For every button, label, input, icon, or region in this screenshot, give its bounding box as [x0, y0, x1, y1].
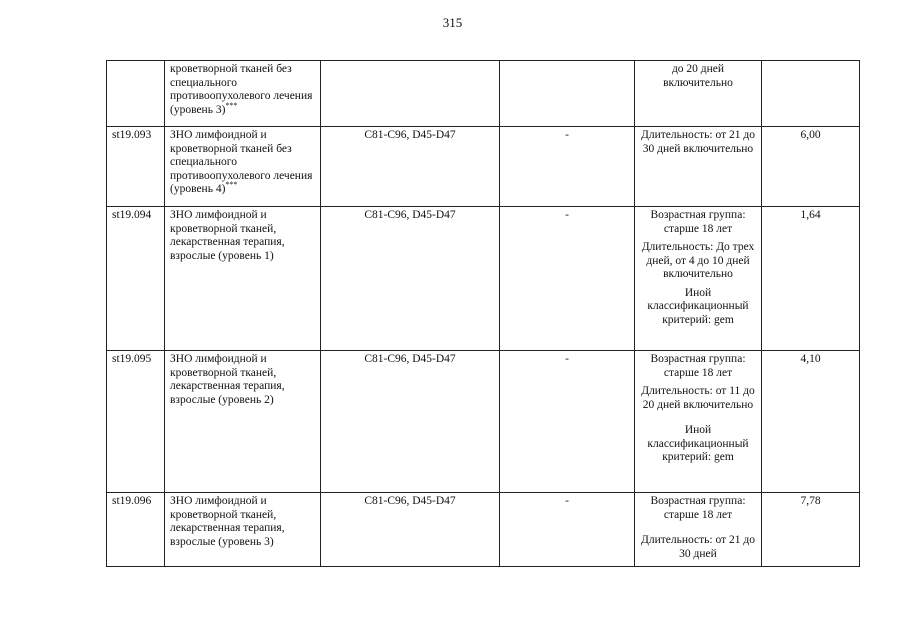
- row-dash: -: [500, 127, 635, 207]
- row-criteria: [635, 493, 762, 567]
- table-row: [107, 351, 860, 493]
- row-coefficient: [762, 61, 860, 127]
- criterion-text: Иной классификационный критерий: gem: [647, 286, 749, 326]
- row-code: st19.094: [107, 207, 165, 351]
- criterion-text: Возрастная группа: старше 18 лет: [650, 353, 746, 379]
- row-coefficient: 4,10: [762, 351, 860, 493]
- row-name: ЗНО лимфоидной и кроветворной тканей, лекарственная терапия, взрослые (уровень 1): [165, 207, 321, 351]
- criterion-text: Длительность: от 11 до 20 дней включительно: [641, 385, 755, 411]
- criterion-text: Длительность: До трех дней, от 4 до 10 дней включительно: [641, 241, 755, 280]
- row-code: [107, 61, 165, 127]
- footnote-marker: ***: [225, 100, 238, 110]
- row-coefficient: 6,00: [762, 127, 860, 207]
- criterion-text: Длительность: от 21 до 30 дней включительно: [641, 129, 755, 155]
- row-coefficient: 1,64: [762, 207, 860, 351]
- row-criteria: [635, 127, 762, 207]
- row-name: ЗНО лимфоидной и кроветворной тканей без специального противоопухолевого лечения (уровень 4)***: [165, 127, 321, 207]
- row-icd-codes: C81-C96, D45-D47: [321, 351, 500, 493]
- table-row: [107, 61, 860, 127]
- row-criteria: [635, 207, 762, 351]
- criterion-text: Длительность: от 21 до 30 дней: [641, 534, 755, 560]
- row-dash: [500, 61, 635, 127]
- row-icd-codes: C81-C96, D45-D47: [321, 493, 500, 567]
- table-row: [107, 493, 860, 567]
- row-icd-codes: C81-C96, D45-D47: [321, 127, 500, 207]
- row-dash: -: [500, 207, 635, 351]
- criterion-text: до 20 дней включительно: [663, 63, 733, 89]
- row-dash: -: [500, 351, 635, 493]
- page-number: 315: [442, 15, 463, 30]
- table-row: [107, 207, 860, 351]
- row-code: st19.096: [107, 493, 165, 567]
- criterion-text: Возрастная группа: старше 18 лет: [650, 495, 746, 521]
- row-criteria: [635, 351, 762, 493]
- row-icd-codes: [321, 61, 500, 127]
- row-criteria: [635, 61, 762, 127]
- table-row: [107, 127, 860, 207]
- row-name: ЗНО лимфоидной и кроветворной тканей, лекарственная терапия, взрослые (уровень 3): [165, 493, 321, 567]
- criterion-text: Возрастная группа: старше 18 лет: [650, 209, 746, 235]
- footnote-marker: ***: [225, 180, 238, 190]
- row-code: st19.093: [107, 127, 165, 207]
- row-name: ЗНО лимфоидной и кроветворной тканей, лекарственная терапия, взрослые (уровень 2): [165, 351, 321, 493]
- criterion-text: Иной классификационный критерий: gem: [647, 424, 749, 463]
- row-coefficient: 7,78: [762, 493, 860, 567]
- row-code: st19.095: [107, 351, 165, 493]
- row-name: кроветворной тканей без специального противоопухолевого лечения (уровень 3)***: [165, 61, 321, 127]
- row-icd-codes: C81-C96, D45-D47: [321, 207, 500, 351]
- row-dash: -: [500, 493, 635, 567]
- tariff-table: [106, 60, 860, 567]
